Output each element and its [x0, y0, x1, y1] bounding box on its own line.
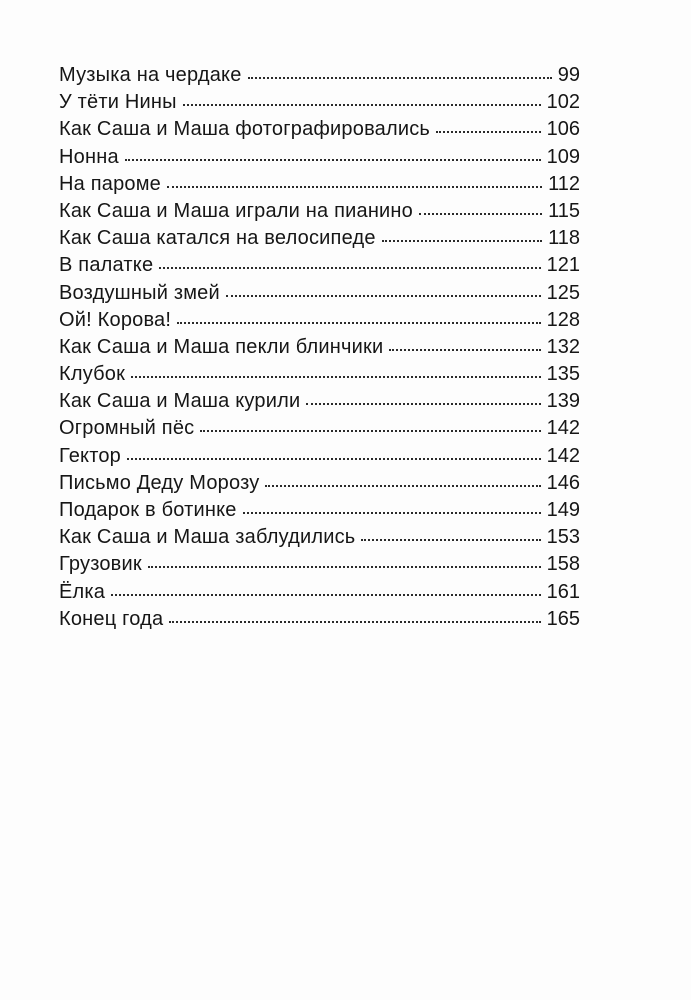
toc-entry-page: 161	[546, 580, 580, 603]
toc-entry	[59, 225, 580, 252]
dot-leader	[169, 620, 540, 623]
dot-leader	[167, 185, 542, 188]
dot-leader	[248, 76, 552, 79]
dot-leader	[389, 348, 540, 351]
toc-entry-title: Ой! Корова!	[59, 308, 172, 331]
toc-entry	[59, 470, 580, 497]
toc-entry-page: 165	[546, 607, 580, 630]
toc-entry-title: Конец года	[59, 607, 164, 630]
toc-entry-title: Как Саша и Маша пекли блинчики	[59, 335, 384, 358]
toc-entry-title: На пароме	[59, 172, 161, 195]
toc-entry-page: 135	[546, 363, 580, 386]
dot-leader	[159, 266, 540, 269]
dot-leader	[111, 593, 540, 596]
toc-entry-title: Нонна	[59, 145, 119, 168]
dot-leader	[200, 429, 540, 432]
toc-entry	[59, 443, 580, 470]
dot-leader	[148, 565, 541, 568]
toc-entry	[59, 89, 580, 116]
dot-leader	[306, 402, 540, 405]
dot-leader	[265, 484, 540, 487]
toc-entry	[59, 252, 580, 279]
dot-leader	[177, 321, 540, 324]
toc-entry-page: 102	[546, 91, 580, 114]
dot-leader	[243, 511, 541, 514]
toc-entry-title: Ёлка	[59, 580, 106, 603]
dot-leader	[436, 130, 541, 133]
toc-entry-page: 158	[546, 553, 580, 576]
toc-entry	[59, 280, 580, 307]
toc-entry	[59, 551, 580, 578]
toc-entry-title: Огромный пёс	[59, 417, 195, 440]
dot-leader	[419, 212, 542, 215]
toc-entry	[59, 62, 580, 89]
toc-entry	[59, 334, 580, 361]
toc-entry-title: Как Саша и Маша курили	[59, 390, 301, 413]
toc-entry-title: Воздушный змей	[59, 281, 220, 304]
dot-leader	[183, 103, 541, 106]
toc-entry-page: 121	[546, 254, 580, 277]
toc-entry-page: 128	[546, 308, 580, 331]
toc-entry-page: 142	[546, 417, 580, 440]
toc-entry	[59, 198, 580, 225]
dot-leader	[131, 375, 541, 378]
toc-entry-page: 139	[546, 390, 580, 413]
toc-entry	[59, 497, 580, 524]
toc-entry-title: Как Саша и Маша играли на пианино	[59, 199, 414, 222]
toc-entry	[59, 361, 580, 388]
toc-entry-page: 132	[546, 335, 580, 358]
toc-entry-page: 115	[548, 199, 580, 222]
toc-entry	[59, 307, 580, 334]
dot-leader	[361, 538, 540, 541]
toc-entry-title: Музыка на чердаке	[59, 64, 242, 86]
toc-entry	[59, 171, 580, 198]
toc-entry-title: Письмо Деду Морозу	[59, 471, 260, 494]
toc-entry	[59, 606, 580, 633]
toc-entry-page: 146	[546, 471, 580, 494]
toc-entry	[59, 116, 580, 143]
dot-leader	[127, 457, 541, 460]
dot-leader	[382, 239, 542, 242]
dot-leader	[226, 294, 541, 297]
toc-entry-title: Гектор	[59, 444, 121, 467]
toc-entry-title: Подарок в ботинке	[59, 499, 237, 521]
toc-entry	[59, 579, 580, 606]
toc-entry-page: 112	[548, 172, 580, 195]
toc-entry-title: В палатке	[59, 254, 154, 277]
toc-entry-title: Как Саша катался на велосипеде	[59, 227, 376, 250]
toc-entry-title: Клубок	[59, 363, 126, 386]
table-of-contents	[59, 62, 580, 633]
toc-entry-page: 153	[546, 526, 580, 549]
toc-entry	[59, 144, 580, 171]
toc-entry-page: 106	[546, 118, 580, 141]
toc-entry-page: 99	[557, 64, 580, 86]
toc-entry-page: 118	[548, 227, 580, 250]
toc-entry-title: Как Саша и Маша заблудились	[59, 526, 356, 549]
toc-entry-title: У тёти Нины	[59, 91, 177, 114]
toc-entry	[59, 388, 580, 415]
toc-entry	[59, 415, 580, 442]
toc-entry-title: Как Саша и Маша фотографировались	[59, 118, 431, 141]
toc-entry-page: 125	[546, 281, 580, 304]
toc-entry-page: 149	[546, 499, 580, 521]
toc-entry-page: 142	[546, 444, 580, 467]
toc-entry-page: 109	[546, 145, 580, 168]
toc-entry-title: Грузовик	[59, 553, 142, 576]
toc-entry	[59, 524, 580, 551]
dot-leader	[125, 158, 541, 161]
